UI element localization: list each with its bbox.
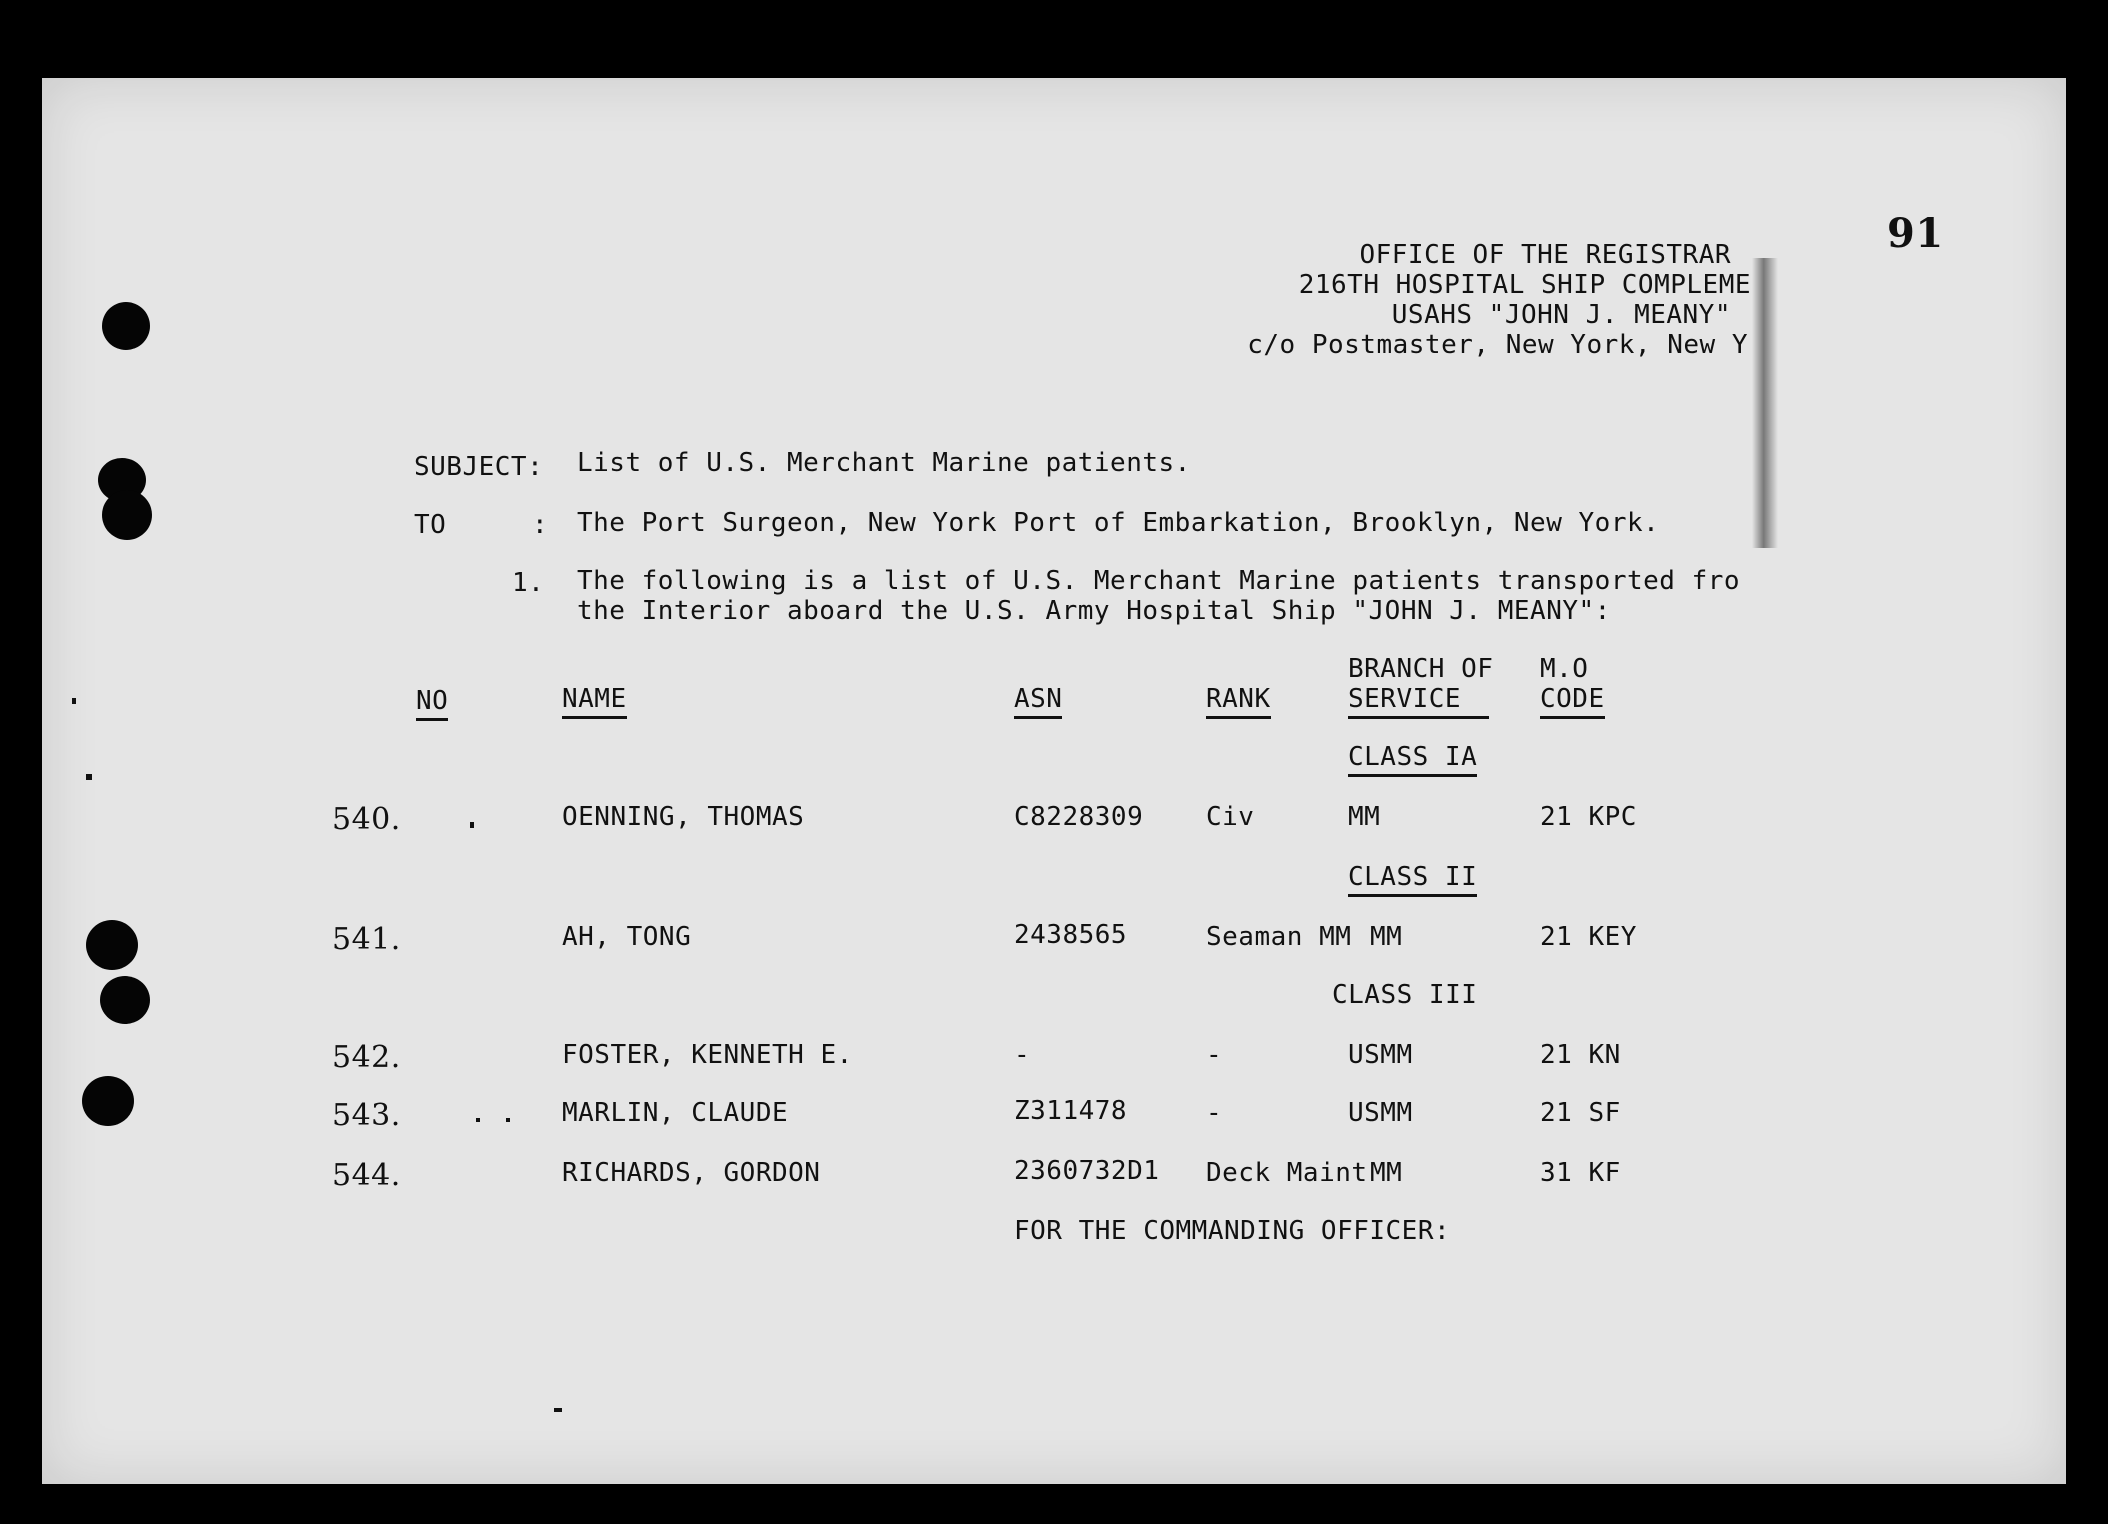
- row-rank: Seaman MM: [1206, 922, 1352, 952]
- row-name: OENNING, THOMAS: [562, 802, 805, 832]
- column-header-name: [562, 684, 627, 714]
- subject-label: SUBJECT:: [414, 452, 544, 482]
- to-colon: :: [532, 510, 549, 540]
- closing-line: FOR THE COMMANDING OFFICER:: [1014, 1216, 1451, 1246]
- header-text: SERVICE: [1348, 684, 1489, 719]
- row-name: AH, TONG: [562, 922, 692, 952]
- row-branch: USMM: [1348, 1040, 1413, 1070]
- header-text: NAME: [562, 684, 627, 719]
- punch-hole: [86, 920, 138, 970]
- letterhead-line: 216TH HOSPITAL SHIP COMPLEME: [1298, 270, 1751, 300]
- stray-mark: [72, 698, 76, 704]
- subject-text: List of U.S. Merchant Marine patients.: [577, 448, 1191, 478]
- stray-mark: [506, 1118, 510, 1122]
- class-heading-text: CLASS IA: [1348, 742, 1477, 777]
- letterhead-line: OFFICE OF THE REGISTRAR: [1359, 240, 1731, 270]
- row-asn: C8228309: [1014, 802, 1144, 832]
- column-header-no: [416, 686, 448, 716]
- row-branch: USMM: [1348, 1098, 1413, 1128]
- letterhead-line: c/o Postmaster, New York, New Y: [1247, 330, 1748, 360]
- stray-mark: [554, 1408, 562, 1412]
- header-text: CODE: [1540, 684, 1605, 719]
- punch-hole: [102, 490, 152, 540]
- column-header-branch-line2: [1348, 684, 1489, 714]
- punch-hole: [100, 976, 150, 1024]
- header-text: NO: [416, 686, 448, 721]
- row-asn: 2438565: [1014, 920, 1128, 950]
- class-heading: CLASS III: [1332, 980, 1478, 1010]
- row-code: 21 SF: [1540, 1098, 1621, 1128]
- row-number: 540.: [332, 802, 401, 837]
- row-code: 31 KF: [1540, 1158, 1621, 1188]
- row-name: RICHARDS, GORDON: [562, 1158, 821, 1188]
- to-text: The Port Surgeon, New York Port of Embarkation, Brooklyn, New York.: [577, 508, 1660, 538]
- row-code: 21 KEY: [1540, 922, 1637, 952]
- class-heading-text: CLASS II: [1348, 862, 1477, 897]
- header-text: RANK: [1206, 684, 1271, 719]
- row-number: 543.: [332, 1098, 401, 1133]
- row-name: MARLIN, CLAUDE: [562, 1098, 789, 1128]
- row-asn: 2360732D1: [1014, 1156, 1160, 1186]
- column-header-branch-line1: BRANCH OF: [1348, 654, 1494, 684]
- row-rank: Civ: [1206, 802, 1255, 832]
- column-header-code-line2: [1540, 684, 1605, 714]
- paragraph-line: the Interior aboard the U.S. Army Hospital Ship "JOHN J. MEANY":: [577, 596, 1611, 626]
- stray-mark: [476, 1118, 480, 1122]
- row-asn: -: [1014, 1040, 1031, 1070]
- row-name: FOSTER, KENNETH E.: [562, 1040, 853, 1070]
- row-rank: -: [1206, 1040, 1223, 1070]
- page-number: 91: [1887, 210, 1944, 257]
- to-label: TO: [414, 510, 447, 540]
- row-code: 21 KPC: [1540, 802, 1637, 832]
- stray-mark: [86, 774, 92, 780]
- column-header-rank: [1206, 684, 1271, 714]
- row-rank: Deck Maint: [1206, 1158, 1368, 1188]
- row-branch: MM: [1348, 802, 1381, 832]
- class-heading: [1348, 742, 1477, 772]
- letterhead-line: USAHS "JOHN J. MEANY": [1391, 300, 1731, 330]
- punch-hole: [102, 302, 150, 350]
- stray-mark: [470, 822, 474, 828]
- class-heading: [1348, 862, 1477, 892]
- row-rank: -: [1206, 1098, 1223, 1128]
- row-asn: Z311478: [1014, 1096, 1128, 1126]
- row-number: 541.: [332, 922, 401, 957]
- row-number: 544.: [332, 1158, 401, 1193]
- row-number: 542.: [332, 1040, 401, 1075]
- document-page: [42, 78, 2066, 1484]
- punch-hole: [82, 1076, 134, 1126]
- row-branch: MM: [1370, 1158, 1403, 1188]
- column-header-code-line1: M.O: [1540, 654, 1589, 684]
- row-branch: MM: [1370, 922, 1403, 952]
- paragraph-number: 1.: [512, 568, 545, 598]
- header-text: ASN: [1014, 684, 1062, 719]
- row-code: 21 KN: [1540, 1040, 1621, 1070]
- ink-smudge: [1752, 258, 1778, 548]
- column-header-asn: [1014, 684, 1062, 714]
- paragraph-line: The following is a list of U.S. Merchant Marine patients transported fro: [577, 566, 1741, 596]
